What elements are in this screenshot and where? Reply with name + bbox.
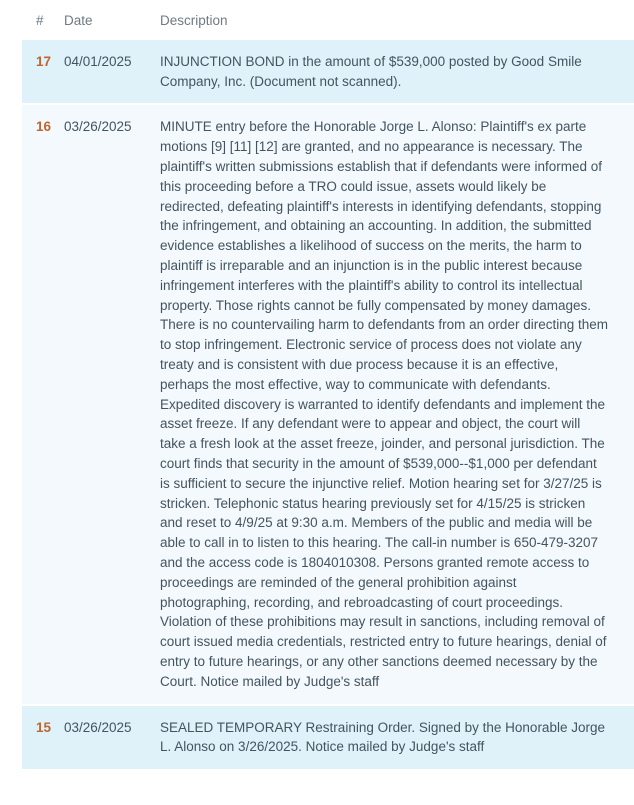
entry-description: MINUTE entry before the Honorable Jorge L. Alonso: Plaintiff's ex parte motions [9] [11] [12] are granted, and no appearance is necessary. The plaintiff's written submissions establish that if defendants were informed of this proceeding before a TRO could issue, assets would likely be redirected, defeating plaintiff's interests in identifying defendants, stopping the infringement, and obtaining an accounting. In addition, the submitted evidence establishes a likelihood of success on the merits, the harm to plaintiff is irreparable and an injunction is in the public interest because infringement interferes with the plaintiff's ability to control its intellectual property. Those rights cannot be fully compensated by money damages. There is no countervailing harm to defendants from an order directing them to stop infringement. Electronic service of process does not violate any treaty and is consistent with due process because it is an effective, perhaps the most effective, way to communicate with defendants. Expedited discovery is warranted to identify defendants and implement the asset freeze. If any defendant were to appear and object, the court will take a fresh look at the asset freeze, joinder, and personal jurisdiction. The court finds that security in the amount of $539,000--$1,000 per defendant is sufficient to secure the injunctive relief. Motion hearing set for 3/27/25 is stricken. Telephonic status hearing previously set for 4/15/25 is stricken and reset to 4/9/25 at 9:30 a.m. Members of the public and media will be able to call in to listen to this hearing. The call-in number is 650-479-3207 and the access code is 1804010308. Persons granted remote access to proceedings are reminded of the general prohibition against photographing, recording, and rebroadcasting of court proceedings. Violation of these prohibitions may result in sanctions, including removal of court issued media credentials, restricted entry to future hearings, denial of entry to future hearings, or any other sanctions deemed necessary by the Court. Notice mailed by Judge's staff: [160, 119, 608, 689]
table-row: [22, 706, 634, 770]
column-header-number: #: [36, 13, 44, 28]
entry-date: 03/26/2025: [64, 719, 132, 735]
entry-number-link[interactable]: 16: [36, 119, 52, 135]
entry-number-link[interactable]: 17: [36, 53, 52, 69]
entry-number-link[interactable]: 15: [36, 719, 52, 735]
column-header-description: Description: [160, 13, 228, 28]
entry-date: 04/01/2025: [64, 53, 132, 69]
docket-rows: [0, 40, 634, 769]
entry-description: INJUNCTION BOND in the amount of $539,000 posted by Good Smile Company, Inc. (Document not scanned).: [160, 53, 582, 89]
table-row: [22, 105, 634, 703]
entry-description: SEALED TEMPORARY Restraining Order. Signed by the Honorable Jorge L. Alonso on 3/26/2025. Notice mailed by Judge's staff: [160, 719, 605, 755]
table-row: [22, 40, 634, 104]
table-header: [22, 0, 634, 40]
column-header-date: Date: [64, 13, 93, 28]
entry-date: 03/26/2025: [64, 119, 132, 135]
